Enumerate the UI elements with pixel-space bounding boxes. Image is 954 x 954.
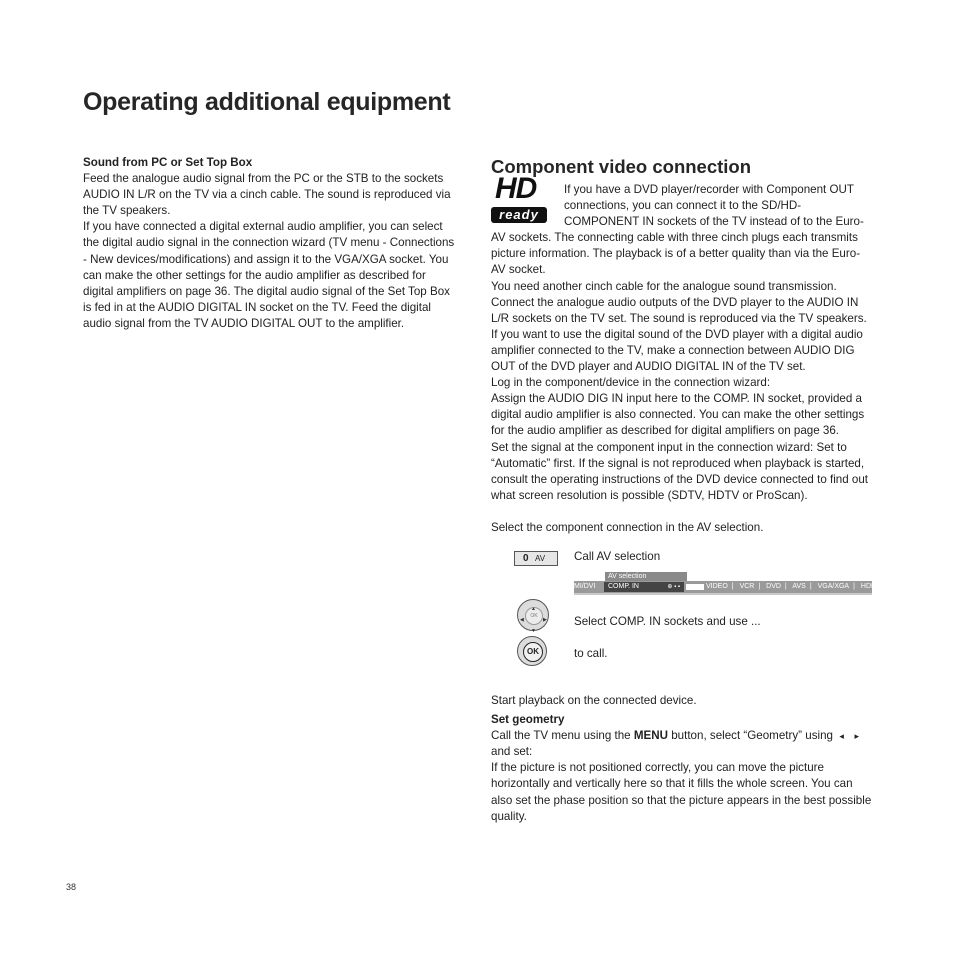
page-title: Operating additional equipment: [83, 88, 451, 116]
key-zero-label: 0: [523, 552, 529, 564]
paragraph: If the picture is not positioned correctly, you can move the picture horizontally and vertically here so that it fills the whole screen. You can also set the phase position so that the picture appears in the best possible quality.: [491, 761, 872, 823]
paragraph: Feed the analogue audio signal from the PC or the STB to the sockets AUDIO IN L/R on the TV via a cinch cable. The sound is reproduced via the TV speakers.: [83, 172, 451, 218]
geometry-text-b: button, select “Geometry” using: [668, 729, 833, 743]
navigation-pad-center: OK: [525, 607, 543, 625]
ready-logo-text: ready: [491, 207, 547, 223]
paragraph: Set the signal at the component input in the connection wizard: Set to “Automatic” first. If the signal is not reproduced when playback is started, consult the operating instructions of the DVD device connected to find out what screen resolution is possible (SDTV, HDTV or ProScan).: [491, 440, 869, 502]
remote-0-av-key: [514, 551, 558, 566]
osd-item: VGA/XGA: [817, 582, 850, 590]
osd-white-block: [686, 584, 704, 590]
osd-item: VIDEO: [706, 582, 728, 590]
paragraph: You need another cinch cable for the analogue sound transmission. Connect the analogue audio outputs of the DVD player to the AUDIO IN L/R sockets on the TV set. The sound is reproduced via the TV speakers.: [491, 279, 867, 325]
key-av-label: AV: [535, 553, 546, 563]
step-to-call-text: to call.: [574, 646, 608, 660]
osd-selected-label: COMP. IN: [608, 582, 639, 590]
step-select-comp-text: Select COMP. IN sockets and use ...: [574, 614, 761, 628]
paragraph: If you have connected a digital external audio amplifier, you can select the digital audio signal in the connection wizard (TV menu - Connections - New devices/modifications) and assign it to the VGA/XGA socket. You can make the other settings for the audio amplifier as described for digital amplifiers on page 36. The digital audio signal of the Set Top Box is fed in at the AUDIO DIGITAL IN socket on the TV. Feed the digital audio signal from the TV AUDIO DIGITAL OUT to the amplifier.: [83, 220, 455, 330]
step-call-av-text: Call AV selection: [574, 549, 661, 563]
paragraph: Select the component connection in the AV selection.: [491, 520, 764, 534]
osd-item: HDM: [860, 582, 877, 590]
connection-icon: ⊕ ▪ ▪: [667, 583, 680, 590]
left-column: [83, 155, 458, 332]
osd-underline: [574, 593, 872, 595]
geometry-text-c: and set:: [491, 745, 533, 759]
osd-item: AVS: [792, 582, 806, 590]
osd-item-mi-dvi: MI/DVI: [574, 582, 596, 590]
subheading-set-geometry: Set geometry: [491, 713, 565, 727]
osd-header: AV selection: [605, 572, 687, 581]
osd-selected-item: [604, 582, 684, 592]
paragraph: If you want to use the digital sound of the DVD player with a digital audio amplifier connected to the TV, make a connection between AUDIO DIG OUT of the DVD player and AUDIO DIGITAL IN of the TV set.: [491, 327, 863, 374]
paragraph-geometry: [491, 728, 873, 760]
ok-button-label: OK: [523, 642, 543, 662]
paragraph: Log in the component/device in the connection wizard:: [491, 376, 771, 390]
paragraph: Assign the AUDIO DIG IN input here to the COMP. IN socket, provided a digital audio amplifier is also connected. You can make the other settings for the audio amplifier as described for digital amplifiers on page 36.: [491, 392, 865, 438]
steps-area: [491, 536, 877, 691]
navigation-pad-icon: OK ▲ ▼ ◀ ▶: [517, 599, 549, 631]
paragraph: If you have a DVD player/recorder with Component OUT connections, you can connect it to the SD/HD-COMPONENT IN sockets of the TV instead of to the Euro-AV sockets. The connecting cable with three cinch plugs each transmits picture information. The playback is of a better quality than via the Euro-AV socket.: [491, 183, 864, 277]
menu-key-label: MENU: [633, 729, 668, 743]
osd-items: VIDEO | VCR | DVD | AVS | VGA/XGA | HDM: [706, 582, 877, 590]
ok-button-icon: [517, 636, 547, 666]
osd-item: VCR: [739, 582, 755, 590]
section-title-component-video: Component video connection: [491, 156, 752, 177]
paragraph: Start playback on the connected device.: [491, 693, 697, 707]
osd-bar: [574, 581, 877, 593]
left-right-arrows-icon: ◂ ▸: [839, 731, 863, 742]
right-column: [491, 155, 877, 825]
av-selection-osd: [574, 572, 877, 595]
osd-item: DVD: [766, 582, 781, 590]
page-number: 38: [66, 882, 77, 892]
hd-ready-logo: [491, 172, 549, 225]
subheading-sound-from-pc: Sound from PC or Set Top Box: [83, 156, 253, 169]
geometry-text-a: Call the TV menu using the: [491, 729, 634, 743]
hd-logo-text: HD: [495, 172, 537, 205]
